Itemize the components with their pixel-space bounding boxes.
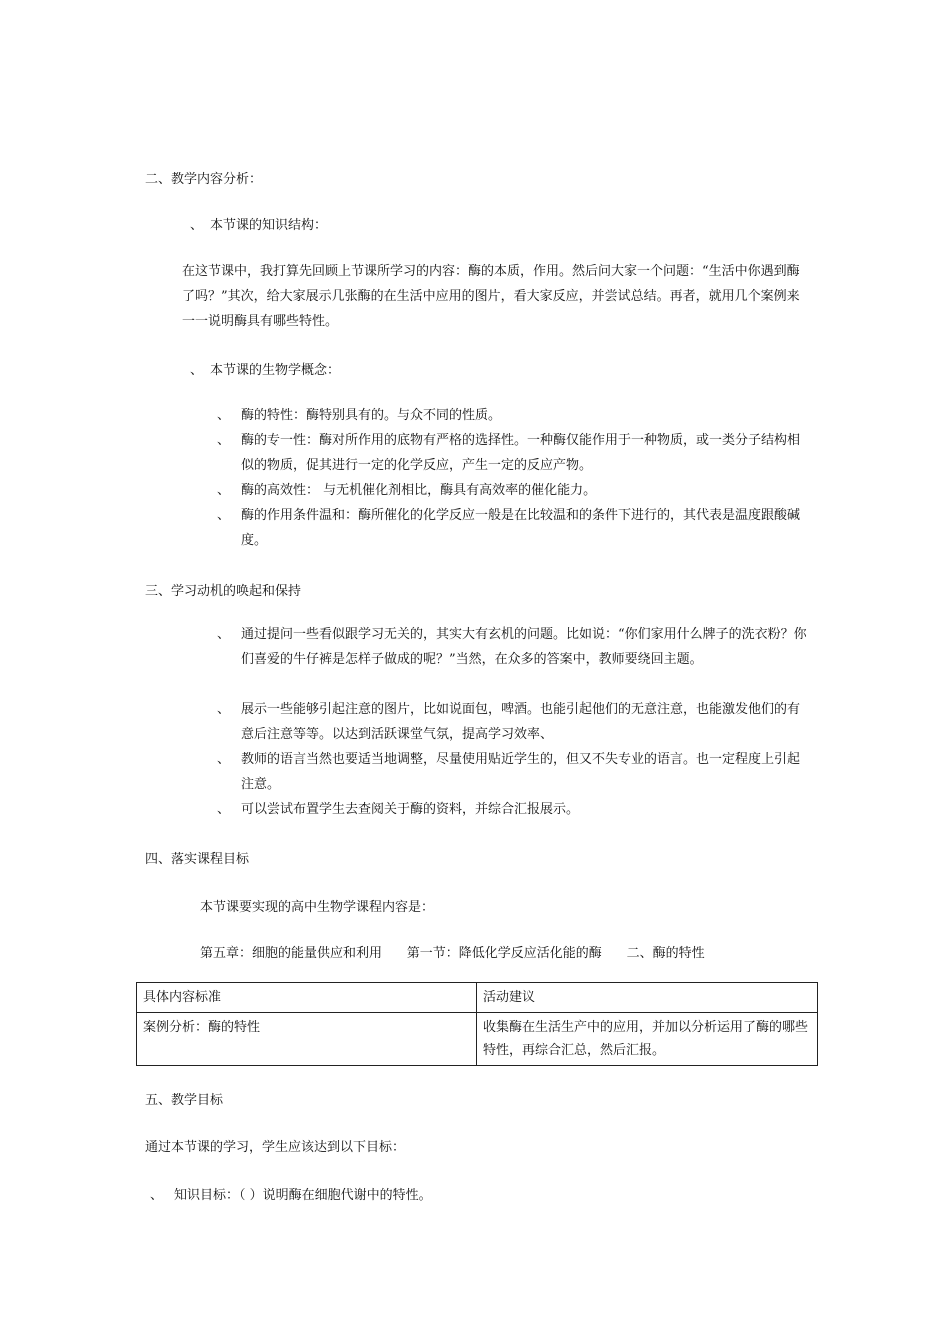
section-5-intro: 通过本节课的学习，学生应该达到以下目标：: [145, 1140, 406, 1155]
concept-item: [217, 428, 807, 478]
motivation-item: [217, 797, 807, 822]
concept-text: 酶的特性：酶特别具有的。与众不同的性质。: [241, 408, 502, 423]
list-marker: 、: [217, 802, 231, 817]
list-marker: 、: [217, 408, 231, 423]
motivation-text: 通过提问一些看似跟学习无关的，其实大有玄机的问题。比如说：“你们家用什么牌子的洗衣粉？你们喜爱的牛仔裤是怎样子做成的呢？”当然，在众多的答案中，教师要绕回主题。: [241, 627, 807, 667]
section-2-subheading-concepts: [190, 359, 340, 378]
standards-table: [136, 982, 818, 1066]
list-marker: 、: [217, 702, 231, 717]
list-marker: 、: [190, 218, 204, 233]
table-row: [137, 983, 818, 1013]
section-2-title: 二、教学内容分析：: [145, 172, 263, 187]
section-2-paragraph: 在这节课中，我打算先回顾上节课所学习的内容：酶的本质，作用。然后问大家一个问题：“生活中你遇到酶了吗？”其次，给大家展示几张酶的在生活中应用的图片，看大家反应，并尝试总结。再者，就用几个案例来一一说明酶具有哪些特性。: [182, 264, 800, 329]
table-row: [137, 1013, 818, 1066]
motivation-text: 教师的语言当然也要适当地调整，尽量使用贴近学生的，但又不失专业的语言。也一定程度上引起注意。: [241, 752, 801, 792]
table-cell: 案例分析：酶的特性: [137, 1013, 477, 1066]
motivation-item: [217, 622, 807, 672]
subheading-text: 本节课的知识结构：: [210, 218, 328, 233]
section-4-title: 四、落实课程目标: [145, 852, 250, 867]
section-5-title: 五、教学目标: [145, 1093, 224, 1108]
motivation-text: 展示一些能够引起注意的图片，比如说面包，啤酒。也能引起他们的无意注意，也能激发他们的有意后注意等等。以达到活跃课堂气氛，提高学习效率、: [241, 702, 801, 742]
table-cell: 收集酶在生活生产中的应用，并加以分析运用了酶的哪些特性，再综合汇总，然后汇报。: [477, 1013, 818, 1066]
concept-text: 酶的高效性： 与无机催化剂相比，酶具有高效率的催化能力。: [241, 483, 597, 498]
list-marker: 、: [217, 752, 231, 767]
section-2-subheading-structure: [190, 214, 327, 233]
motivation-text: 可以尝试布置学生去查阅关于酶的资料，并综合汇报展示。: [241, 802, 580, 817]
list-marker: 、: [217, 433, 231, 448]
list-marker: 、: [190, 363, 204, 378]
concept-text: 酶的作用条件温和：酶所催化的化学反应一般是在比较温和的条件下进行的，其代表是温度跟酸碱度。: [241, 508, 801, 548]
motivation-item: [217, 697, 807, 747]
concept-item: [217, 478, 807, 503]
goal-text: 知识目标：（ ）说明酶在细胞代谢中的特性。: [174, 1188, 432, 1203]
knowledge-goal: [150, 1184, 432, 1203]
motivation-item: [217, 747, 807, 797]
section-3-title: 三、学习动机的唤起和保持: [145, 584, 302, 599]
list-marker: 、: [217, 508, 231, 523]
table-header-cell: 具体内容标准: [137, 983, 477, 1013]
table-header-cell: 活动建议: [477, 983, 818, 1013]
list-marker: 、: [217, 483, 231, 498]
concept-text: 酶的专一性：酶对所作用的底物有严格的选择性。一种酶仅能作用于一种物质，或一类分子结构相似的物质，促其进行一定的化学反应，产生一定的反应产物。: [241, 433, 801, 473]
concept-item: [217, 503, 807, 553]
list-marker: 、: [217, 627, 231, 642]
list-marker: 、: [150, 1188, 164, 1203]
concept-item: [217, 403, 807, 428]
curriculum-intro: 本节课要实现的高中生物学课程内容是：: [200, 900, 435, 915]
curriculum-chapter: 第五章：细胞的能量供应和利用 第一节：降低化学反应活化能的酶 二、酶的特性: [200, 946, 705, 961]
subheading-text: 本节课的生物学概念：: [210, 363, 341, 378]
